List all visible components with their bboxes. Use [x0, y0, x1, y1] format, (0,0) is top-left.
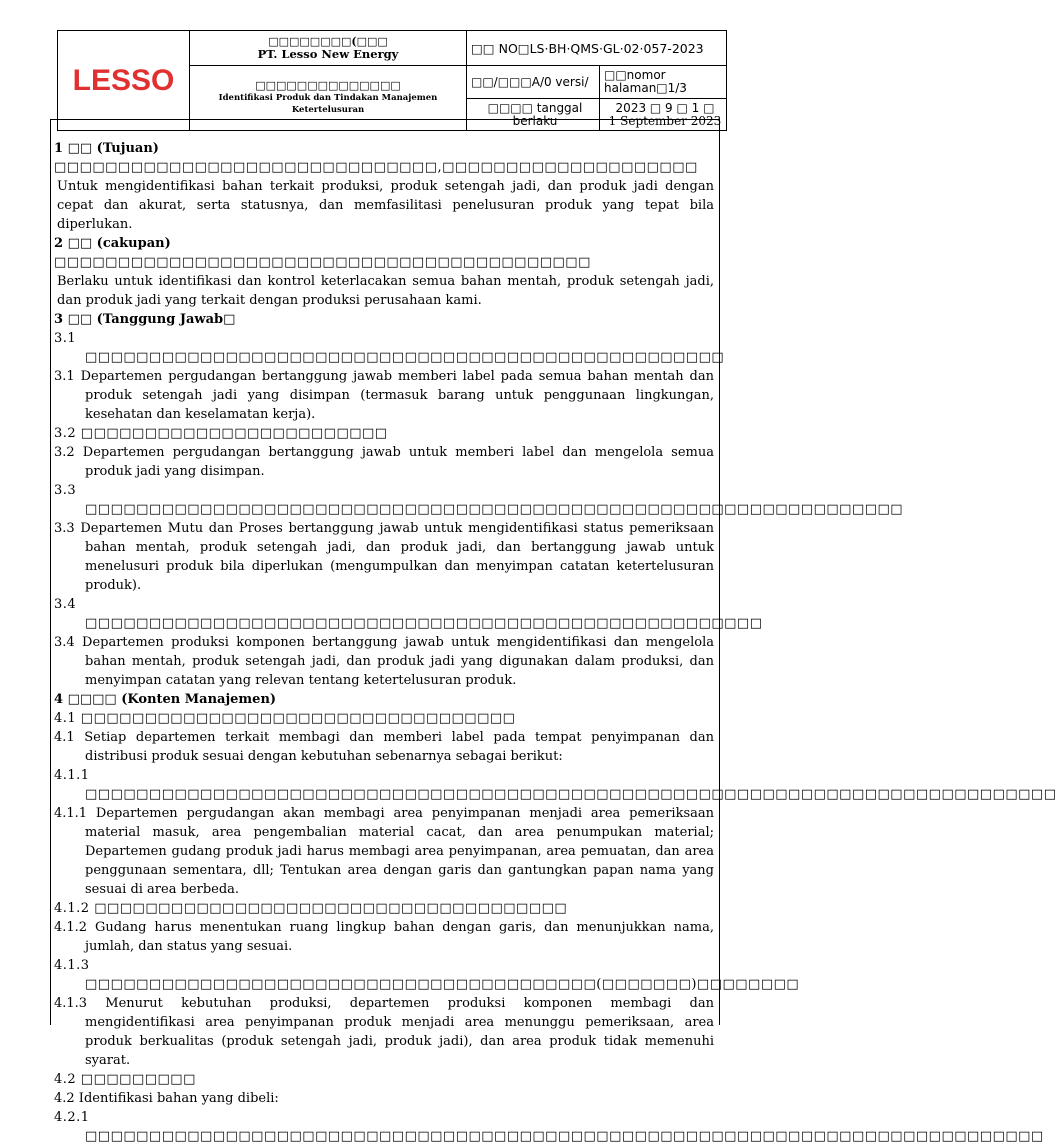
paragraph-zh: 3.1 □□□□□□□□□□□□□□□□□□□□□□□□□□□□□□□□□□□□□□□□□□□□□□□□□□: [54, 331, 725, 365]
company-name: PT. Lesso New Energy: [257, 46, 399, 61]
version-field: □□/□□□A/0 versi/: [467, 66, 600, 99]
section-heading: 1 □□ (Tujuan): [54, 141, 159, 156]
paragraph: 3.4 Departemen produksi komponen bertanggung jawab untuk mengidentifikasi dan mengelola bahan mentah, produk setengah jadi, dan produk jadi yang digunakan dalam produksi, dan menyimpan catatan yang relevan tentang ketertelusuran produk.: [54, 635, 714, 688]
page-number-field: □□nomor halaman□1/3: [600, 66, 727, 99]
paragraph-zh: 4.1.2 □□□□□□□□□□□□□□□□□□□□□□□□□□□□□□□□□□□□□: [54, 901, 568, 916]
company-name-zh: □□□□□□□□(□□□: [268, 34, 388, 48]
paragraph-zh: 4.2 □□□□□□□□□: [54, 1072, 196, 1087]
paragraph: 4.1 Setiap departemen terkait membagi dan memberi label pada tempat penyimpanan dan distribusi produk sesuai dengan kebutuhan sebenarnya sebagai berikut:: [54, 730, 714, 764]
effective-date-zh: 2023 □ 9 □ 1 □: [615, 100, 715, 115]
paragraph: Berlaku untuk identifikasi dan kontrol keterlacakan semua bahan mentah, produk setengah jadi, dan produk jadi yang terkait dengan produksi perusahaan kami.: [57, 274, 714, 308]
company-name-cell: [190, 31, 467, 66]
paragraph-zh: 3.2 □□□□□□□□□□□□□□□□□□□□□□□□: [54, 426, 388, 441]
document-header-table: [57, 30, 727, 131]
paragraph: 4.1.1 Departemen pergudangan akan membagi area penyimpanan menjadi area pemeriksaan material masuk, area pengembalian material cacat, dan area penumpukan material; Departemen gudang produk jadi harus membagi area penyimpanan, area pemuatan, dan area penggunaan sementara, dll; Tentukan area dengan garis dan gantungkan papan nama yang sesuai di area berbeda.: [54, 806, 714, 897]
paragraph: 4.1.3 Menurut kebutuhan produksi, departemen produksi komponen membagi dan mengidentifikasi area penyimpanan produk menjadi area menunggu pemeriksaan, area produk berkualitas (produk setengah jadi, produk jadi), dan area produk tidak memenuhi syarat.: [54, 996, 714, 1068]
paragraph: Untuk mengidentifikasi bahan terkait produksi, produk setengah jadi, dan produk jadi dengan cepat dan akurat, serta statusnya, dan memfasilitasi penelusuran produk yang tepat bila diperlukan.: [57, 179, 714, 232]
paragraph-zh: □□□□□□□□□□□□□□□□□□□□□□□□□□□□□□,□□□□□□□□□□□□□□□□□□□□: [54, 160, 698, 175]
paragraph-zh: 4.1.3 □□□□□□□□□□□□□□□□□□□□□□□□□□□□□□□□□□□□□□□□(□□□□□□□)□□□□□□□□: [54, 958, 800, 992]
paragraph: 3.3 Departemen Mutu dan Proses bertanggung jawab untuk mengidentifikasi status pemeriksaan bahan mentah, produk setengah jadi, dan produk jadi, dan bertanggung jawab untuk menelusuri produk bila diperlukan (mengumpulkan dan menyimpan catatan ketertelusuran produk).: [54, 521, 714, 593]
section-heading: 2 □□ (cakupan): [54, 236, 171, 251]
document-body: [54, 139, 1057, 1146]
section-heading: 4 □□□□ (Konten Manajemen): [54, 692, 277, 707]
effective-date: 1 September 2023: [608, 113, 722, 128]
paragraph-zh: 3.4 □□□□□□□□□□□□□□□□□□□□□□□□□□□□□□□□□□□□□□□□□□□□□□□□□□□□□: [54, 597, 763, 631]
document-title: Identifikasi Produk dan Tindakan Manajemen Ketertelusuran: [218, 93, 438, 115]
paragraph-zh: 4.1 □□□□□□□□□□□□□□□□□□□□□□□□□□□□□□□□□□: [54, 711, 516, 726]
paragraph-zh: 3.3 □□□□□□□□□□□□□□□□□□□□□□□□□□□□□□□□□□□□□□□□□□□□□□□□□□□□□□□□□□□□□□□□: [54, 483, 904, 517]
section-heading: 3 □□ (Tanggung Jawab□: [54, 312, 236, 327]
paragraph: 4.1.2 Gudang harus menentukan ruang lingkup bahan dengan garis, dan menunjukkan nama, jumlah, dan status yang sesuai.: [54, 920, 714, 954]
paragraph-zh: 4.2.1 □□□□□□□□□□□□□□□□□□□□□□□□□□□□□□□□□□□□□□□□□□□□□□□□□□□□□□□□□□□□□□□□□□□□□□□□□□□: [54, 1110, 1044, 1144]
paragraph-zh: 4.1.1 □□□□□□□□□□□□□□□□□□□□□□□□□□□□□□□□□□□□□□□□□□□□□□□□□□□□□□□□□□□□□□□□□□□□□□□□□□□□: [54, 768, 1057, 802]
paragraph-zh: □□□□□□□□□□□□□□□□□□□□□□□□□□□□□□□□□□□□□□□□□□: [54, 255, 591, 270]
paragraph: 3.2 Departemen pergudangan bertanggung jawab untuk memberi label dan mengelola semua produk jadi yang disimpan.: [54, 445, 714, 479]
company-logo: LESSO: [58, 31, 190, 131]
effective-date-label: □□□□ tanggal berlaku: [467, 99, 600, 131]
paragraph: 3.1 Departemen pergudangan bertanggung jawab memberi label pada semua bahan mentah dan produk setengah jadi yang disimpan (termasuk barang untuk penggunaan lingkungan, kesehatan dan keselamatan kerja).: [54, 369, 714, 422]
document-number: □□ NO□LS·BH·QMS·GL·02·057-2023: [467, 31, 727, 66]
document-title-zh: □□□□□□□□□□□□□□: [255, 79, 401, 92]
paragraph: 4.2 Identifikasi bahan yang dibeli:: [54, 1091, 279, 1106]
